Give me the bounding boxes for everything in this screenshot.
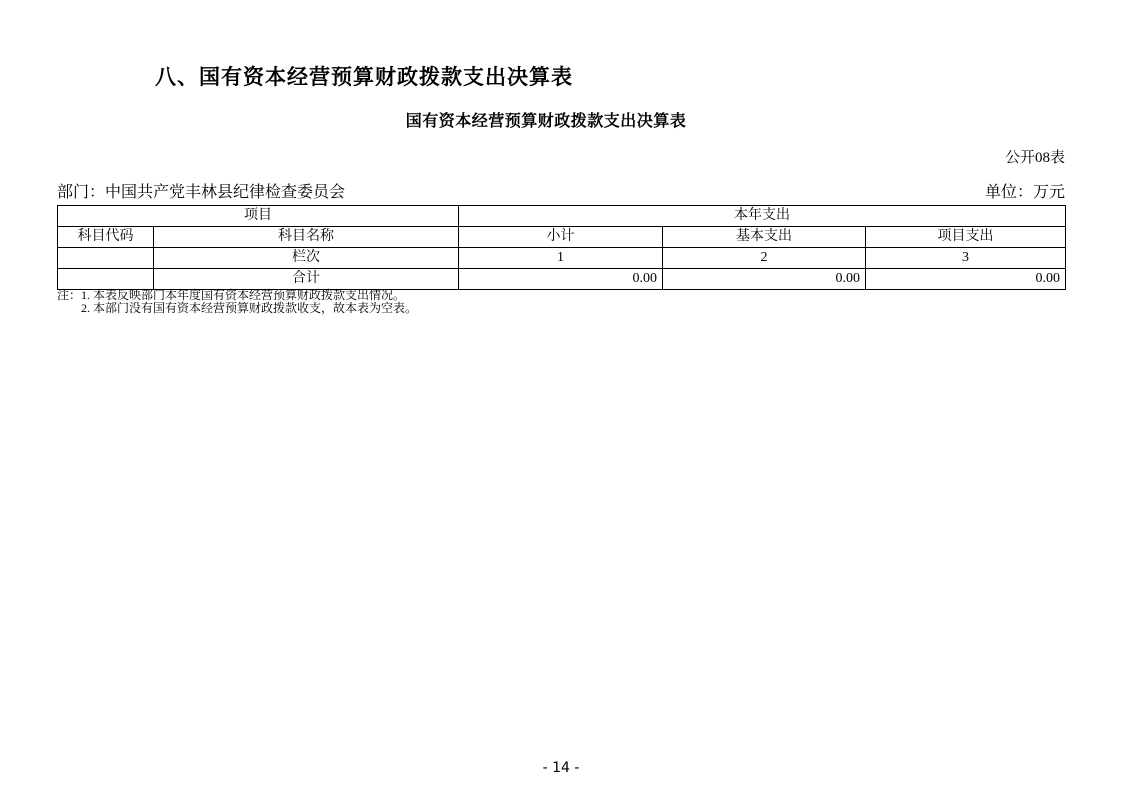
total-subtotal-value: 0.00: [459, 269, 663, 290]
department-label: 部门：中国共产党丰林县纪律检查委员会: [57, 184, 346, 201]
empty-cell: [58, 269, 154, 290]
notes-prefix: 注：: [57, 288, 82, 302]
lane-number-cell: 2: [663, 248, 866, 269]
table-meta-row: [57, 179, 1065, 202]
lane-number-cell: 1: [459, 248, 663, 269]
col-header-subtotal: 小计: [459, 227, 663, 248]
page-number: - 14 -: [542, 760, 580, 776]
table-row-total: [58, 269, 1066, 290]
lane-row-label: 栏次: [154, 248, 459, 269]
note-line: 1. 本表反映部门本年度国有资本经营预算财政拨款支出情况。: [81, 288, 406, 302]
total-basic-expenditure-value: 0.00: [663, 269, 866, 290]
note-line: 2. 本部门没有国有资本经营预算财政拨款收支，故本表为空表。: [81, 301, 418, 315]
group-header-project: 项目: [58, 206, 459, 227]
section-heading: 八、国有资本经营预算财政拨款支出决算表: [155, 65, 573, 89]
total-project-expenditure-value: 0.00: [866, 269, 1066, 290]
form-code-label: 公开08表: [1004, 150, 1065, 166]
budget-table: [57, 205, 1066, 290]
empty-cell: [58, 248, 154, 269]
col-header-subject-name: 科目名称: [154, 227, 459, 248]
col-header-basic-expenditure: 基本支出: [663, 227, 866, 248]
col-header-subject-code: 科目代码: [58, 227, 154, 248]
table-notes: [57, 289, 417, 315]
total-row-label: 合计: [154, 269, 459, 290]
group-header-current-year-expenditure: 本年支出: [459, 206, 1066, 227]
table-row-group-header: [58, 206, 1066, 227]
lane-number-cell: 3: [866, 248, 1066, 269]
unit-label: 单位：万元: [984, 184, 1065, 201]
table-row-column-headers: [58, 227, 1066, 248]
table-row-lane-numbers: [58, 248, 1066, 269]
table-title: 国有资本经营预算财政拨款支出决算表: [405, 113, 687, 130]
notes-items: [81, 289, 417, 315]
col-header-project-expenditure: 项目支出: [866, 227, 1066, 248]
